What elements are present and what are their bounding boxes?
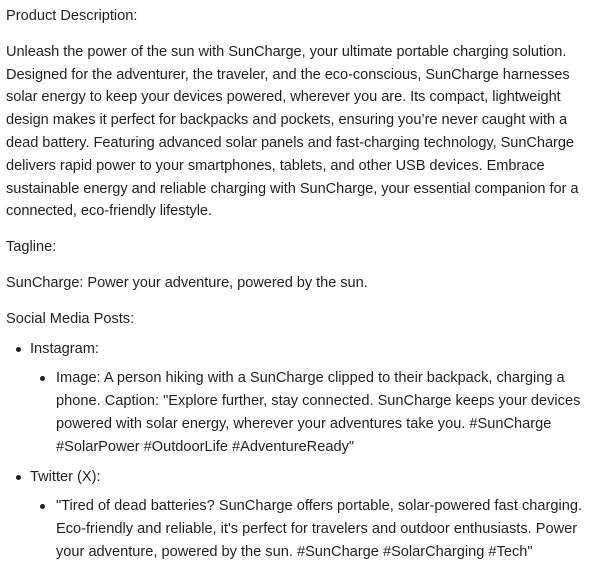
bullet-icon [40, 504, 45, 509]
social-platform-list [6, 338, 594, 564]
bullet-icon [16, 475, 21, 480]
platform-name: Instagram: [30, 340, 99, 357]
tagline-text: SunCharge: Power your adventure, powered by the sun. [6, 274, 368, 291]
post-text: Image: A person hiking with a SunCharge clipped to their backpack, charging a phone. Caption: "Explore further, stay connected. SunCharge keeps your devices powered with solar energy, wherever your adventures take you. #SunCharge #SolarPower #OutdoorLife #AdventureReady" [56, 370, 581, 455]
platform-name: Twitter (X): [30, 468, 101, 485]
post-item [30, 495, 594, 563]
twitter-post-list [30, 495, 594, 563]
product-description-heading: Product Description: [6, 8, 138, 24]
post-item [30, 367, 594, 458]
platform-item-twitter [6, 466, 594, 564]
bullet-icon [16, 347, 21, 352]
tagline-heading: Tagline: [6, 239, 57, 256]
instagram-post-list [30, 367, 594, 458]
social-media-heading: Social Media Posts: [6, 310, 135, 327]
product-description-text: Unleash the power of the sun with SunCharge, your ultimate portable charging solution. Designed for the adventurer, the traveler, and the eco-conscious, SunCharge harnesses solar energy to keep your devices powered, wherever you are. Its compact, lightweight design makes it perfect for backpacks and pockets, ensuring you’re never caught with a dead battery. Featuring advanced solar panels and fast-charging technology, SunCharge delivers rapid power to your smartphones, tablets, and other USB devices. Embrace sustainable energy and reliable charging with SunCharge, your essential companion for a connected, eco-friendly lifestyle. [6, 43, 579, 220]
platform-item-instagram [6, 338, 594, 459]
bullet-icon [40, 376, 45, 381]
post-text: "Tired of dead batteries? SunCharge offers portable, solar-powered fast charging. Eco-friendly and reliable, it's perfect for travelers and outdoor enthusiasts. Power your adventure, powered by the sun. #SunCharge #SolarCharging #Tech" [56, 498, 582, 560]
